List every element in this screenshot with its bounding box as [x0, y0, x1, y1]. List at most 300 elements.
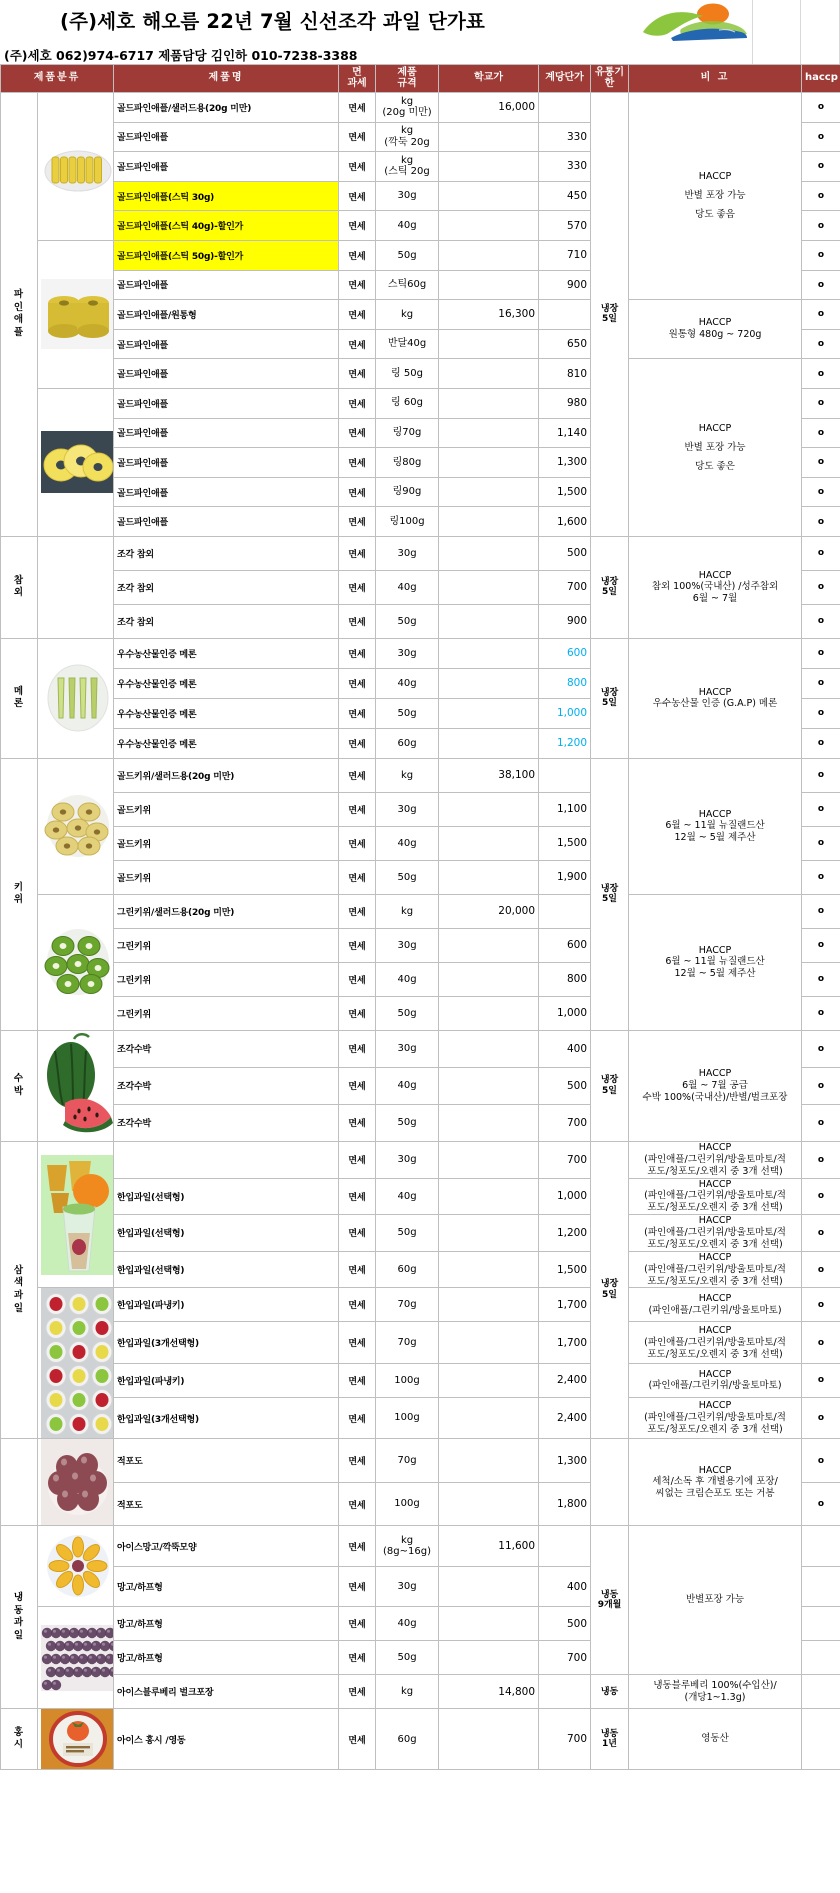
haccp-mark: o — [802, 388, 840, 418]
shelf-life: 냉장 5일 — [591, 93, 629, 537]
col-header-spec: 제품 규격 — [376, 65, 439, 93]
note-cell — [629, 894, 802, 1030]
product-name: 적포도 — [114, 1439, 339, 1483]
product-name: 우수농산물인증 메론 — [114, 698, 339, 728]
unit-price: 1,600 — [539, 507, 591, 537]
haccp-mark: o — [802, 507, 840, 537]
school-price — [439, 570, 539, 604]
haeoreum-logo — [641, 2, 751, 44]
note-line: 포도/청포도/오렌지 중 3개 선택) — [647, 1348, 783, 1360]
unit-price: 650 — [539, 329, 591, 359]
note-cell — [629, 1141, 802, 1178]
product-name: 조각수박 — [114, 1067, 339, 1104]
haccp-mark: o — [802, 826, 840, 860]
haccp-mark: o — [802, 359, 840, 389]
product-name: 골드파인애플 — [114, 448, 339, 478]
table-row — [1, 1709, 840, 1770]
haccp-mark — [802, 1566, 840, 1607]
school-price — [439, 388, 539, 418]
tax-type: 면세 — [339, 668, 376, 698]
tax-type: 면세 — [339, 894, 376, 928]
haccp-mark: o — [802, 418, 840, 448]
school-price — [439, 604, 539, 638]
gold-kiwi-icon — [41, 792, 114, 860]
school-price — [439, 962, 539, 996]
note-line: 6월 ~ 11월 뉴질랜드산 — [665, 820, 765, 832]
product-image-green-kiwi — [38, 894, 114, 1030]
category-cell: 삼 색 과 일 — [1, 1141, 38, 1439]
tax-type: 면세 — [339, 1641, 376, 1675]
product-name: 망고/하프형 — [114, 1607, 339, 1641]
note-line: 6월 ~ 11월 뉴질랜드산 — [665, 956, 765, 968]
price-table — [0, 64, 840, 1770]
note-line: HACCP — [698, 569, 732, 581]
tax-type: 면세 — [339, 388, 376, 418]
product-spec: 링100g — [376, 507, 439, 537]
product-spec: 50g — [376, 698, 439, 728]
haccp-mark: o — [802, 570, 840, 604]
unit-price: 600 — [539, 638, 591, 668]
note-line: HACCP — [698, 1464, 732, 1476]
unit-price: 500 — [539, 1067, 591, 1104]
tax-type: 면세 — [339, 1526, 376, 1567]
product-spec: 30g — [376, 928, 439, 962]
product-spec: 40g — [376, 962, 439, 996]
tax-type: 면세 — [339, 300, 376, 330]
unit-price: 1,140 — [539, 418, 591, 448]
note-cell — [629, 93, 802, 300]
note-line: HACCP — [698, 171, 732, 183]
product-spec: 반달40g — [376, 329, 439, 359]
product-spec: 30g — [376, 638, 439, 668]
note-cell — [629, 1709, 802, 1770]
haccp-mark: o — [802, 638, 840, 668]
note-line: (파인애플/그린키위/방울토마토) — [648, 1380, 782, 1392]
haccp-mark — [802, 1709, 840, 1770]
tax-type: 면세 — [339, 1566, 376, 1607]
note-cell — [629, 536, 802, 638]
note-cell — [629, 1526, 802, 1675]
tax-type: 면세 — [339, 604, 376, 638]
product-spec: 50g — [376, 1641, 439, 1675]
product-spec: kg (깍둑 20g — [376, 122, 439, 152]
haccp-mark: o — [802, 1363, 840, 1397]
school-price — [439, 1397, 539, 1439]
product-spec: 60g — [376, 1251, 439, 1288]
school-price — [439, 1141, 539, 1178]
unit-price: 330 — [539, 152, 591, 182]
school-price — [439, 668, 539, 698]
product-spec: 30g — [376, 536, 439, 570]
school-price — [439, 1709, 539, 1770]
haccp-mark: o — [802, 448, 840, 478]
category-cell: 수 박 — [1, 1030, 38, 1141]
unit-price: 1,000 — [539, 996, 591, 1030]
product-spec: 50g — [376, 1215, 439, 1252]
note-line: HACCP — [698, 1293, 732, 1305]
school-price — [439, 1104, 539, 1141]
tax-type: 면세 — [339, 1251, 376, 1288]
table-row — [1, 1288, 840, 1322]
product-name: 골드파인애플/원통형 — [114, 300, 339, 330]
note-cell — [629, 300, 802, 359]
school-price — [439, 1641, 539, 1675]
tax-type: 면세 — [339, 962, 376, 996]
shelf-life: 냉동 1년 — [591, 1709, 629, 1770]
product-image-gold-kiwi — [38, 758, 114, 894]
tax-type: 면세 — [339, 1397, 376, 1439]
note-line: 포도/청포도/오렌지 중 3개 선택) — [647, 1275, 783, 1287]
table-body — [1, 93, 840, 1770]
note-line: 반별 포장 가능 — [684, 441, 746, 453]
haccp-mark: o — [802, 240, 840, 270]
unit-price: 1,500 — [539, 477, 591, 507]
note-line: 반별 포장 가능 — [684, 190, 746, 202]
unit-price: 900 — [539, 604, 591, 638]
product-spec: 40g — [376, 1607, 439, 1641]
haccp-mark: o — [802, 152, 840, 182]
tax-type: 면세 — [339, 698, 376, 728]
haccp-mark: o — [802, 698, 840, 728]
note-line: HACCP — [698, 1324, 732, 1336]
product-name: 골드키위/샐러드용(20g 미만) — [114, 758, 339, 792]
tax-type: 면세 — [339, 270, 376, 300]
product-name: 한입과일(파냉키) — [114, 1288, 339, 1322]
haccp-mark: o — [802, 1067, 840, 1104]
tax-type: 면세 — [339, 1675, 376, 1709]
product-name: 한입과일(3개선택형) — [114, 1322, 339, 1364]
note-line: 포도/청포도/오렌지 중 3개 선택) — [647, 1238, 783, 1250]
note-line: HACCP — [698, 1068, 732, 1080]
col-header-shelf-life: 유통기한 — [591, 65, 629, 93]
school-price — [439, 448, 539, 478]
note-line: HACCP — [698, 1400, 732, 1412]
note-line: HACCP — [698, 808, 732, 820]
product-spec: 40g — [376, 570, 439, 604]
tax-type: 면세 — [339, 181, 376, 211]
product-name: 골드키위 — [114, 792, 339, 826]
table-row — [1, 894, 840, 928]
school-price — [439, 1251, 539, 1288]
product-name: 아이스망고/깍뚝모양 — [114, 1526, 339, 1567]
note-line: (파인애플/그린키위/방울토마토/적 — [644, 1190, 786, 1202]
haccp-mark: o — [802, 329, 840, 359]
col-header-school-price: 학교가 — [439, 65, 539, 93]
shelf-life: 냉동 9개월 — [591, 1526, 629, 1675]
school-price — [439, 792, 539, 826]
haccp-mark: o — [802, 1397, 840, 1439]
product-spec: 30g — [376, 1566, 439, 1607]
shelf-life: 냉장 5일 — [591, 536, 629, 638]
table-row — [1, 1322, 840, 1364]
product-name: 골드파인애플/샐러드용(20g 미만) — [114, 93, 339, 123]
product-name: 한입과일(선택형) — [114, 1215, 339, 1252]
tax-type: 면세 — [339, 211, 376, 241]
product-name: 조각수박 — [114, 1030, 339, 1067]
note-line: 12월 ~ 5월 제주산 — [674, 832, 756, 844]
product-name: 골드파인애플 — [114, 388, 339, 418]
unit-price: 1,300 — [539, 448, 591, 478]
tax-type: 면세 — [339, 448, 376, 478]
table-row — [1, 1675, 840, 1709]
note-cell — [629, 1215, 802, 1252]
fruit-cups-tray-icon — [41, 1288, 114, 1438]
product-spec: 50g — [376, 240, 439, 270]
school-price — [439, 477, 539, 507]
note-line: 포도/청포도/오렌지 중 3개 선택) — [647, 1165, 783, 1177]
product-spec: kg (20g 미만) — [376, 93, 439, 123]
product-spec: 30g — [376, 1141, 439, 1178]
school-price — [439, 638, 539, 668]
product-image-pineapple-rings — [38, 388, 114, 536]
product-name: 골드파인애플 — [114, 152, 339, 182]
tax-type: 면세 — [339, 1607, 376, 1641]
haccp-mark: o — [802, 1104, 840, 1141]
unit-price: 600 — [539, 928, 591, 962]
product-image-fruit-cup — [38, 1141, 114, 1288]
tax-type: 면세 — [339, 1363, 376, 1397]
note-line: HACCP — [698, 1368, 732, 1380]
note-cell — [629, 1288, 802, 1322]
haccp-mark: o — [802, 962, 840, 996]
melon-slices-icon — [41, 662, 114, 734]
product-spec: 40g — [376, 826, 439, 860]
tax-type: 면세 — [339, 792, 376, 826]
note-line: 포도/청포도/오렌지 중 3개 선택) — [647, 1424, 783, 1436]
unit-price: 400 — [539, 1566, 591, 1607]
product-name — [114, 1141, 339, 1178]
tax-type: 면세 — [339, 728, 376, 758]
product-name: 그린키위 — [114, 996, 339, 1030]
note-cell — [629, 1439, 802, 1526]
haccp-mark: o — [802, 536, 840, 570]
watermelon-icon — [41, 1031, 114, 1141]
unit-price: 1,000 — [539, 1178, 591, 1215]
note-line: 반별포장 가능 — [685, 1594, 745, 1606]
school-price: 11,600 — [439, 1526, 539, 1567]
tax-type: 면세 — [339, 860, 376, 894]
product-name: 골드파인애플 — [114, 270, 339, 300]
school-price — [439, 860, 539, 894]
school-price: 20,000 — [439, 894, 539, 928]
product-name: 망고/하프형 — [114, 1566, 339, 1607]
unit-price: 2,400 — [539, 1397, 591, 1439]
category-cell: 키 위 — [1, 758, 38, 1030]
category-cell: 파 인 애 플 — [1, 93, 38, 537]
school-price — [439, 240, 539, 270]
school-price: 16,000 — [439, 93, 539, 123]
note-cell — [629, 1251, 802, 1288]
product-image-pineapple-cylinders — [38, 240, 114, 388]
haccp-mark: o — [802, 122, 840, 152]
school-price — [439, 329, 539, 359]
school-price — [439, 1439, 539, 1483]
haccp-mark: o — [802, 211, 840, 241]
table-row — [1, 300, 840, 330]
note-line: 원통형 480g ~ 720g — [668, 329, 762, 341]
product-spec: 50g — [376, 1104, 439, 1141]
shelf-life: 냉장 5일 — [591, 1141, 629, 1439]
pineapple-rings-icon — [41, 431, 114, 493]
green-kiwi-icon — [41, 926, 114, 998]
product-image-melon-slices — [38, 638, 114, 758]
tax-type: 면세 — [339, 928, 376, 962]
school-price — [439, 1288, 539, 1322]
haccp-mark: o — [802, 996, 840, 1030]
note-line: 수박 100%(국내산)/반별/벌크포장 — [642, 1091, 788, 1103]
unit-price: 330 — [539, 122, 591, 152]
shelf-life: 냉장 5일 — [591, 1030, 629, 1141]
unit-price: 1,200 — [539, 728, 591, 758]
unit-price: 900 — [539, 270, 591, 300]
note-line: HACCP — [698, 1178, 732, 1190]
product-name: 골드키위 — [114, 826, 339, 860]
table-header — [1, 65, 840, 93]
note-line: (파인애플/그린키위/방울토마토) — [648, 1304, 782, 1316]
note-line: HACCP — [698, 1251, 732, 1263]
tax-type: 면세 — [339, 1288, 376, 1322]
haccp-mark: o — [802, 1288, 840, 1322]
note-line: HACCP — [698, 422, 732, 434]
school-price — [439, 122, 539, 152]
note-line — [632, 454, 798, 461]
unit-price — [539, 300, 591, 330]
unit-price: 1,700 — [539, 1288, 591, 1322]
tax-type: 면세 — [339, 1067, 376, 1104]
haccp-mark: o — [802, 668, 840, 698]
unit-price: 800 — [539, 962, 591, 996]
table-row — [1, 1251, 840, 1288]
note-line — [632, 202, 798, 209]
product-spec: 100g — [376, 1363, 439, 1397]
tax-type: 면세 — [339, 477, 376, 507]
product-name: 아이스블루베리 벌크포장 — [114, 1675, 339, 1709]
col-header-name: 제품명 — [114, 65, 339, 93]
contact-band — [0, 45, 840, 64]
category-cell: 홍 시 — [1, 1709, 38, 1770]
tax-type: 면세 — [339, 152, 376, 182]
unit-price: 1,900 — [539, 860, 591, 894]
product-name: 조각 참외 — [114, 536, 339, 570]
school-price — [439, 1178, 539, 1215]
unit-price: 700 — [539, 570, 591, 604]
haccp-mark — [802, 1675, 840, 1709]
unit-price: 700 — [539, 1141, 591, 1178]
tax-type: 면세 — [339, 507, 376, 537]
product-name: 한입과일(선택형) — [114, 1251, 339, 1288]
tax-type: 면세 — [339, 122, 376, 152]
product-spec: 50g — [376, 996, 439, 1030]
title-band — [0, 0, 840, 45]
school-price: 14,800 — [439, 1675, 539, 1709]
unit-price: 810 — [539, 359, 591, 389]
note-line: (파인애플/그린키위/방울토마토/적 — [644, 1412, 786, 1424]
product-name: 아이스 홍시 /영동 — [114, 1709, 339, 1770]
haccp-mark — [802, 1526, 840, 1567]
category-cell: 참 외 — [1, 536, 38, 638]
haccp-mark: o — [802, 477, 840, 507]
unit-price: 1,000 — [539, 698, 591, 728]
note-cell — [629, 359, 802, 537]
unit-price: 1,500 — [539, 826, 591, 860]
unit-price: 1,700 — [539, 1322, 591, 1364]
school-price — [439, 270, 539, 300]
school-price — [439, 507, 539, 537]
tax-type: 면세 — [339, 1482, 376, 1526]
table-row — [1, 359, 840, 389]
shelf-life — [591, 1439, 629, 1526]
table-row — [1, 758, 840, 792]
haccp-mark: o — [802, 270, 840, 300]
haccp-mark: o — [802, 728, 840, 758]
product-name: 조각 참외 — [114, 604, 339, 638]
tax-type: 면세 — [339, 1178, 376, 1215]
product-name: 골드파인애플 — [114, 477, 339, 507]
unit-price — [539, 1526, 591, 1567]
product-spec: 30g — [376, 181, 439, 211]
haccp-mark: o — [802, 894, 840, 928]
tax-type: 면세 — [339, 1322, 376, 1364]
product-name: 적포도 — [114, 1482, 339, 1526]
school-price — [439, 1067, 539, 1104]
table-row — [1, 1363, 840, 1397]
contact-info: (주)세호 062)974-6717 제품담당 김인하 010-7238-3388 — [4, 48, 358, 63]
product-spec: 40g — [376, 668, 439, 698]
tax-type: 면세 — [339, 996, 376, 1030]
school-price — [439, 1482, 539, 1526]
col-header-category: 제품분류 — [1, 65, 114, 93]
product-image-pineapple-sticks — [38, 93, 114, 241]
product-spec: 40g — [376, 1067, 439, 1104]
note-line: HACCP — [698, 1215, 732, 1227]
table-row — [1, 1141, 840, 1178]
school-price — [439, 211, 539, 241]
tax-type: 면세 — [339, 826, 376, 860]
table-row — [1, 638, 840, 668]
product-name: 골드키위 — [114, 860, 339, 894]
unit-price: 1,100 — [539, 792, 591, 826]
unit-price: 570 — [539, 211, 591, 241]
mango-harp-icon — [41, 1526, 114, 1606]
unit-price: 980 — [539, 388, 591, 418]
haccp-mark: o — [802, 792, 840, 826]
haccp-mark: o — [802, 928, 840, 962]
product-name: 골드파인애플(스틱 30g) — [114, 181, 339, 211]
product-spec: 30g — [376, 1030, 439, 1067]
haccp-mark: o — [802, 181, 840, 211]
product-name: 골드파인애플(스틱 50g)-할인가 — [114, 240, 339, 270]
product-spec: kg — [376, 1675, 439, 1709]
unit-price — [539, 894, 591, 928]
tax-type: 면세 — [339, 418, 376, 448]
frozen-blueberry-icon — [41, 1625, 114, 1691]
unit-price: 1,200 — [539, 1215, 591, 1252]
unit-price: 2,400 — [539, 1363, 591, 1397]
school-price — [439, 928, 539, 962]
tax-type: 면세 — [339, 1141, 376, 1178]
haccp-mark: o — [802, 1482, 840, 1526]
red-grapes-icon — [41, 1439, 114, 1525]
haccp-mark: o — [802, 860, 840, 894]
table-row — [1, 1397, 840, 1439]
tax-type: 면세 — [339, 1215, 376, 1252]
product-name: 조각 참외 — [114, 570, 339, 604]
school-price — [439, 728, 539, 758]
product-image-fruit-cups-tray — [38, 1288, 114, 1439]
note-line: HACCP — [698, 944, 732, 956]
school-price — [439, 1607, 539, 1641]
haccp-mark: o — [802, 300, 840, 330]
